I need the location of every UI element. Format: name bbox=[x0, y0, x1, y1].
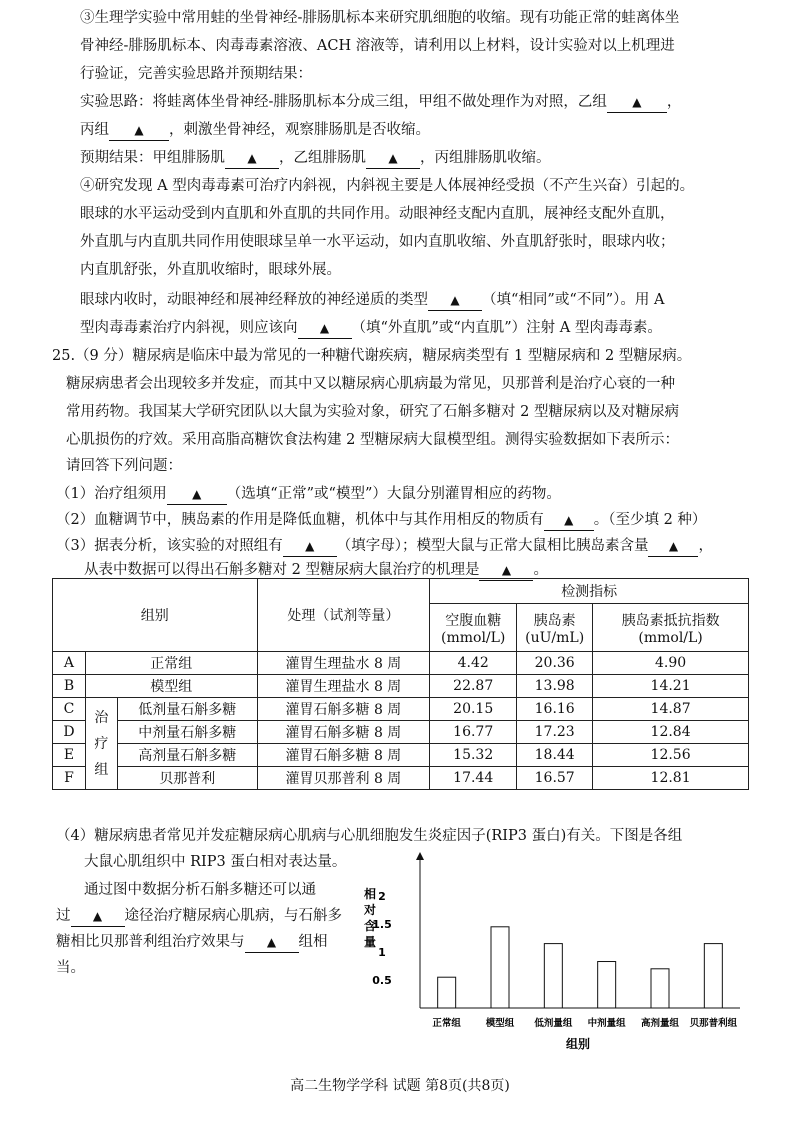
q25-4-line3: 通过图中数据分析石斛多糖还可以通 bbox=[84, 882, 316, 898]
q24-3-line2: 骨神经-腓肠肌标本、肉毒毒素溶液、ACH 溶液等，请利用以上材料，设计实验对以上机理进 bbox=[80, 38, 675, 54]
text: ，刺激坐骨神经，观察腓肠肌是否收缩。 bbox=[169, 122, 430, 138]
text: （1）治疗组须用 bbox=[56, 486, 167, 502]
text: （填“外直肌”或“内直肌”）注射 A 型肉毒毒素。 bbox=[351, 320, 662, 336]
header-glucose bbox=[430, 604, 517, 652]
row-id: A bbox=[53, 652, 86, 675]
bar bbox=[704, 944, 722, 1008]
row-glucose: 17.44 bbox=[430, 767, 517, 790]
row-glucose: 22.87 bbox=[430, 675, 517, 698]
row-name: 模型组 bbox=[85, 675, 257, 698]
row-id: D bbox=[53, 721, 86, 744]
header-insulin bbox=[517, 604, 593, 652]
row-insulin: 13.98 bbox=[517, 675, 593, 698]
text: 实验思路：将蛙离体坐骨神经-腓肠肌标本分成三组，甲组不做处理作为对照，乙组 bbox=[80, 94, 607, 110]
q24-4-line1: ④研究发现 A 型肉毒毒素可治疗内斜视，内斜视主要是人体展神经受损（不产生兴奋）引起的。 bbox=[80, 178, 695, 194]
bar bbox=[438, 977, 456, 1008]
bar bbox=[544, 944, 562, 1008]
blank-marker: ▲ bbox=[501, 563, 512, 577]
text: ，丙组腓肠肌收缩。 bbox=[420, 150, 551, 166]
table-row bbox=[53, 767, 749, 790]
row-insulin: 18.44 bbox=[517, 744, 593, 767]
data-table bbox=[52, 578, 749, 790]
text: 丙组 bbox=[80, 122, 109, 138]
text: 。 bbox=[533, 562, 548, 578]
q25-4-line2: 大鼠心肌组织中 RIP3 蛋白相对表达量。 bbox=[84, 854, 347, 870]
blank-marker: ▲ bbox=[450, 293, 460, 307]
char: 治 bbox=[94, 709, 109, 726]
q24-4-line2: 眼球的水平运动受到内直肌和外直肌的共同作用。动眼神经支配内直肌，展神经支配外直肌， bbox=[80, 206, 675, 222]
unit: (uU/mL) bbox=[525, 629, 585, 646]
text: 胰岛素 bbox=[533, 612, 576, 629]
q25-line1: 25.（9 分）糖尿病是临床中最为常见的一种糖代谢疾病，糖尿病类型有 1 型糖尿病和 2 型糖尿病。 bbox=[52, 348, 692, 364]
row-insulin: 16.16 bbox=[517, 698, 593, 721]
text: 组相 bbox=[298, 934, 328, 950]
blank-marker: ▲ bbox=[319, 321, 330, 335]
text: 胰岛素抵抗指数 bbox=[621, 612, 720, 629]
text: 糖相比贝那普利组治疗效果与 bbox=[56, 934, 245, 950]
unit: (mmol/L) bbox=[638, 629, 703, 646]
text: 预期结果：甲组腓肠肌 bbox=[80, 150, 225, 166]
text: ，乙组腓肠肌 bbox=[279, 150, 366, 166]
text: 型肉毒毒素治疗内斜视，则应该向 bbox=[80, 320, 298, 336]
q25-line5: 请回答下列问题： bbox=[66, 458, 182, 474]
row-resist: 4.90 bbox=[593, 652, 749, 675]
row-resist: 12.81 bbox=[593, 767, 749, 790]
blank-marker: ▲ bbox=[632, 95, 642, 109]
blank-marker: ▲ bbox=[668, 539, 679, 553]
y-tick-label: 1.5 bbox=[372, 918, 392, 931]
x-tick-label: 贝那普利组 bbox=[689, 1018, 738, 1029]
row-id: E bbox=[53, 744, 86, 767]
row-resist: 14.21 bbox=[593, 675, 749, 698]
y-tick-label: 0.5 bbox=[372, 974, 392, 987]
table-row bbox=[53, 744, 749, 767]
text: （2）血糖调节中，胰岛素的作用是降低血糖，机体中与其作用相反的物质有 bbox=[56, 512, 544, 528]
answer-blank bbox=[298, 318, 352, 339]
y-label-char: 对 bbox=[363, 903, 377, 917]
row-insulin: 20.36 bbox=[517, 652, 593, 675]
unit: (mmol/L) bbox=[441, 629, 506, 646]
row-name: 正常组 bbox=[85, 652, 257, 675]
answer-blank bbox=[225, 148, 279, 169]
blank-marker: ▲ bbox=[388, 151, 398, 165]
answer-blank bbox=[167, 484, 227, 505]
q25-sub3 bbox=[56, 536, 713, 557]
q25-4-line6: 当。 bbox=[56, 960, 85, 976]
q25-line4: 心肌损伤的疗效。采用高脂高糖饮食法构建 2 型糖尿病大鼠模型组。测得实验数据如下表所示： bbox=[66, 432, 679, 448]
q24-3-line3: 行验证，完善实验思路并预期结果： bbox=[80, 66, 312, 82]
y-tick-label: 1 bbox=[378, 946, 386, 959]
x-tick-label: 中剂量组 bbox=[587, 1018, 626, 1029]
char: 组 bbox=[94, 761, 109, 778]
x-tick-label: 模型组 bbox=[485, 1018, 515, 1029]
blank-marker: ▲ bbox=[564, 513, 574, 527]
row-resist: 12.84 bbox=[593, 721, 749, 744]
q24-4-line6 bbox=[80, 318, 662, 339]
row-glucose: 16.77 bbox=[430, 721, 517, 744]
q24-3-line6 bbox=[80, 148, 551, 169]
q25-sub1 bbox=[56, 484, 561, 505]
row-resist: 14.87 bbox=[593, 698, 749, 721]
row-resist: 12.56 bbox=[593, 744, 749, 767]
q25-4-line1: （4）糖尿病患者常见并发症糖尿病心肌病与心肌细胞发生炎症因子(RIP3 蛋白)有关。下图是各组 bbox=[56, 828, 683, 844]
text: 从表中数据可以得出石斛多糖对 2 型糖尿病大鼠治疗的机理是 bbox=[84, 562, 480, 578]
text: 眼球内收时，动眼神经和展神经释放的神经递质的类型 bbox=[80, 292, 428, 308]
blank-marker: ▲ bbox=[192, 487, 202, 501]
row-glucose: 4.42 bbox=[430, 652, 517, 675]
x-tick-label: 高剂量组 bbox=[640, 1018, 680, 1029]
bar bbox=[598, 962, 616, 1008]
answer-blank bbox=[71, 906, 125, 927]
row-name: 低剂量石斛多糖 bbox=[117, 698, 257, 721]
answer-blank bbox=[283, 536, 337, 557]
table-row bbox=[53, 652, 749, 675]
row-name: 贝那普利 bbox=[117, 767, 257, 790]
y-label-char: 含 bbox=[363, 919, 377, 933]
bar bbox=[651, 969, 669, 1008]
bar bbox=[491, 927, 509, 1008]
answer-blank bbox=[428, 290, 482, 311]
q24-3-line1: ③生理学实验中常用蛙的坐骨神经-腓肠肌标本来研究肌细胞的收缩。现有功能正常的蛙离体坐 bbox=[80, 10, 680, 26]
row-insulin: 17.23 bbox=[517, 721, 593, 744]
header-resist bbox=[593, 604, 749, 652]
row-treat: 灌胃生理盐水 8 周 bbox=[257, 652, 430, 675]
answer-blank bbox=[109, 120, 169, 141]
text: （3）据表分析，该实验的对照组有 bbox=[56, 538, 283, 554]
q25-4-line5 bbox=[56, 932, 328, 953]
page-footer: 高二生物学学科 试题 第8页(共8页) bbox=[290, 1078, 510, 1094]
q25-line2: 糖尿病患者会出现较多并发症，而其中又以糖尿病心肌病最为常见，贝那普利是治疗心衰的一种 bbox=[66, 376, 675, 392]
answer-blank bbox=[544, 510, 594, 531]
text: （填“相同”或“不同”）。用 A bbox=[482, 292, 665, 308]
answer-blank bbox=[607, 92, 667, 113]
row-id: B bbox=[53, 675, 86, 698]
q24-3-line4: 实验思路：将蛙离体坐骨神经-腓肠肌标本分成三组，甲组不做处理作为对照，乙组 ▲ ， bbox=[80, 92, 681, 113]
char: 疗 bbox=[94, 735, 109, 752]
answer-blank bbox=[245, 932, 299, 953]
text: 过 bbox=[56, 908, 71, 924]
treatment-group-label bbox=[85, 698, 117, 790]
header-treatment: 处理（试剂等量） bbox=[257, 579, 430, 652]
q24-4-line3: 外直肌与内直肌共同作用使眼球呈单一水平运动，如内直肌收缩、外直肌舒张时，眼球内收； bbox=[80, 234, 675, 250]
table-row bbox=[53, 675, 749, 698]
text: 。（至少填 2 种） bbox=[593, 512, 707, 528]
table-row bbox=[53, 698, 749, 721]
row-treat: 灌胃石斛多糖 8 周 bbox=[257, 744, 430, 767]
row-treat: 灌胃石斛多糖 8 周 bbox=[257, 721, 430, 744]
text: 空腹血糖 bbox=[445, 612, 502, 629]
text: 途径治疗糖尿病心肌病，与石斛多 bbox=[124, 908, 342, 924]
row-treat: 灌胃生理盐水 8 周 bbox=[257, 675, 430, 698]
row-name: 高剂量石斛多糖 bbox=[117, 744, 257, 767]
row-id: C bbox=[53, 698, 86, 721]
answer-blank bbox=[366, 148, 420, 169]
blank-marker: ▲ bbox=[247, 151, 257, 165]
x-axis-label: 组别 bbox=[565, 1037, 591, 1051]
blank-marker: ▲ bbox=[266, 935, 277, 949]
q24-3-line5 bbox=[80, 120, 430, 141]
q24-4-line4: 内直肌舒张，外直肌收缩时，眼球外展。 bbox=[80, 262, 341, 278]
text: （选填“正常”或“模型”）大鼠分别灌胃相应的药物。 bbox=[226, 486, 561, 502]
row-treat: 灌胃贝那普利 8 周 bbox=[257, 767, 430, 790]
table-row bbox=[53, 721, 749, 744]
q24-4-line5 bbox=[80, 290, 664, 311]
row-name: 中剂量石斛多糖 bbox=[117, 721, 257, 744]
blank-marker: ▲ bbox=[134, 123, 144, 137]
header-group: 组别 bbox=[53, 579, 258, 652]
header-detect: 检测指标 bbox=[430, 579, 749, 604]
answer-blank bbox=[648, 536, 698, 557]
y-label-char: 相 bbox=[363, 887, 377, 901]
x-tick-label: 低剂量组 bbox=[534, 1018, 573, 1029]
x-tick-label: 正常组 bbox=[432, 1018, 461, 1029]
text: ， bbox=[698, 538, 713, 554]
row-glucose: 15.32 bbox=[430, 744, 517, 767]
q25-4-line4 bbox=[56, 906, 342, 927]
y-label-char: 量 bbox=[363, 935, 377, 949]
y-tick-label: 2 bbox=[378, 890, 386, 903]
row-insulin: 16.57 bbox=[517, 767, 593, 790]
blank-marker: ▲ bbox=[305, 539, 315, 553]
text: （填字母）；模型大鼠与正常大鼠相比胰岛素含量 bbox=[336, 538, 649, 554]
row-treat: 灌胃石斛多糖 8 周 bbox=[257, 698, 430, 721]
row-glucose: 20.15 bbox=[430, 698, 517, 721]
blank-marker: ▲ bbox=[92, 909, 103, 923]
row-id: F bbox=[53, 767, 86, 790]
q25-line3: 常用药物。我国某大学研究团队以大鼠为实验对象，研究了石斛多糖对 2 型糖尿病以及对糖尿病 bbox=[66, 404, 679, 420]
q25-sub2 bbox=[56, 510, 706, 531]
rip3-bar-chart bbox=[360, 848, 760, 1060]
